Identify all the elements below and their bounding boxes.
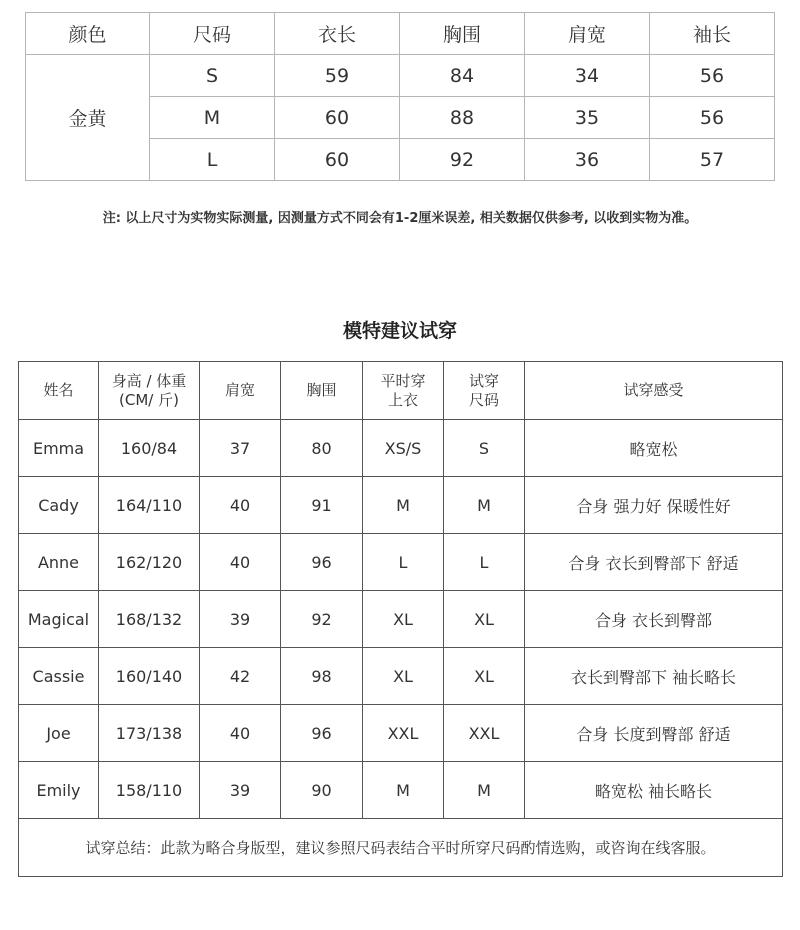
usual-size-cell: M <box>363 762 444 819</box>
name-cell: Cassie <box>19 648 99 705</box>
fit-feedback-cell: 合身 长度到臀部 舒适 <box>525 705 783 762</box>
fit-feedback-cell: 合身 衣长到臀部下 舒适 <box>525 534 783 591</box>
header-usual-size: 平时穿 上衣 <box>363 362 444 420</box>
header-height-weight: 身高 / 体重 (CM/ 斤) <box>99 362 200 420</box>
shoulder-cell: 37 <box>200 420 281 477</box>
sleeve-cell: 56 <box>650 97 775 139</box>
size-cell: S <box>150 55 275 97</box>
size-chart-note: 注: 以上尺寸为实物实际测量, 因测量方式不同会有1-2厘米误差, 相关数据仅供参考, 以收到实物为准。 <box>102 211 698 226</box>
shoulder-cell: 34 <box>525 55 650 97</box>
header-name: 姓名 <box>19 362 99 420</box>
shoulder-cell: 39 <box>200 591 281 648</box>
height-weight-cell: 173/138 <box>99 705 200 762</box>
header-length: 衣长 <box>275 13 400 55</box>
fit-feedback-cell: 略宽松 <box>525 420 783 477</box>
model-table-body <box>19 420 783 819</box>
chest-cell: 91 <box>281 477 363 534</box>
fit-summary: 试穿总结：此款为略合身版型，建议参照尺码表结合平时所穿尺码酌情选购，或咨询在线客服。 <box>19 819 783 877</box>
fit-feedback-cell: 衣长到臀部下 袖长略长 <box>525 648 783 705</box>
usual-size-cell: XL <box>363 648 444 705</box>
name-cell: Emma <box>19 420 99 477</box>
length-cell: 60 <box>275 139 400 181</box>
chest-cell: 92 <box>400 139 525 181</box>
name-cell: Cady <box>19 477 99 534</box>
usual-size-cell: XS/S <box>363 420 444 477</box>
size-cell: L <box>150 139 275 181</box>
model-row <box>19 648 783 705</box>
shoulder-cell: 40 <box>200 705 281 762</box>
model-fit-table <box>18 361 783 877</box>
tried-size-cell: XL <box>444 648 525 705</box>
header-shoulder: 肩宽 <box>525 13 650 55</box>
shoulder-cell: 36 <box>525 139 650 181</box>
name-cell: Magical <box>19 591 99 648</box>
tried-size-cell: S <box>444 420 525 477</box>
length-cell: 59 <box>275 55 400 97</box>
shoulder-cell: 40 <box>200 477 281 534</box>
model-row <box>19 591 783 648</box>
header-size: 尺码 <box>150 13 275 55</box>
sleeve-cell: 56 <box>650 55 775 97</box>
height-weight-cell: 160/84 <box>99 420 200 477</box>
header-shoulder: 肩宽 <box>200 362 281 420</box>
usual-size-cell: M <box>363 477 444 534</box>
height-weight-cell: 164/110 <box>99 477 200 534</box>
name-cell: Joe <box>19 705 99 762</box>
header-chest: 胸围 <box>400 13 525 55</box>
chest-cell: 88 <box>400 97 525 139</box>
chest-cell: 84 <box>400 55 525 97</box>
model-row <box>19 534 783 591</box>
model-section-title: 模特建议试穿 <box>342 320 457 342</box>
height-weight-cell: 160/140 <box>99 648 200 705</box>
model-row <box>19 705 783 762</box>
name-cell: Anne <box>19 534 99 591</box>
chest-cell: 80 <box>281 420 363 477</box>
size-chart-table <box>25 12 775 181</box>
model-row <box>19 477 783 534</box>
height-weight-cell: 168/132 <box>99 591 200 648</box>
sleeve-cell: 57 <box>650 139 775 181</box>
header-chest: 胸围 <box>281 362 363 420</box>
usual-size-cell: XXL <box>363 705 444 762</box>
fit-feedback-cell: 略宽松 袖长略长 <box>525 762 783 819</box>
shoulder-cell: 40 <box>200 534 281 591</box>
chest-cell: 90 <box>281 762 363 819</box>
usual-size-cell: XL <box>363 591 444 648</box>
model-row <box>19 762 783 819</box>
height-weight-cell: 158/110 <box>99 762 200 819</box>
header-tried-size: 试穿 尺码 <box>444 362 525 420</box>
tried-size-cell: L <box>444 534 525 591</box>
header-sleeve: 袖长 <box>650 13 775 55</box>
fit-feedback-cell: 合身 强力好 保暖性好 <box>525 477 783 534</box>
chest-cell: 98 <box>281 648 363 705</box>
chest-cell: 96 <box>281 534 363 591</box>
color-cell: 金黄 <box>26 55 150 181</box>
header-color: 颜色 <box>26 13 150 55</box>
header-fit-feedback: 试穿感受 <box>525 362 783 420</box>
length-cell: 60 <box>275 97 400 139</box>
tried-size-cell: M <box>444 477 525 534</box>
model-row <box>19 420 783 477</box>
chest-cell: 92 <box>281 591 363 648</box>
model-summary-row <box>19 819 783 877</box>
shoulder-cell: 39 <box>200 762 281 819</box>
name-cell: Emily <box>19 762 99 819</box>
size-chart-header-row <box>26 13 775 55</box>
model-table-header-row <box>19 362 783 420</box>
usual-size-cell: L <box>363 534 444 591</box>
shoulder-cell: 35 <box>525 97 650 139</box>
fit-feedback-cell: 合身 衣长到臀部 <box>525 591 783 648</box>
tried-size-cell: XL <box>444 591 525 648</box>
size-row-s <box>26 55 775 97</box>
tried-size-cell: XXL <box>444 705 525 762</box>
shoulder-cell: 42 <box>200 648 281 705</box>
chest-cell: 96 <box>281 705 363 762</box>
height-weight-cell: 162/120 <box>99 534 200 591</box>
size-cell: M <box>150 97 275 139</box>
tried-size-cell: M <box>444 762 525 819</box>
